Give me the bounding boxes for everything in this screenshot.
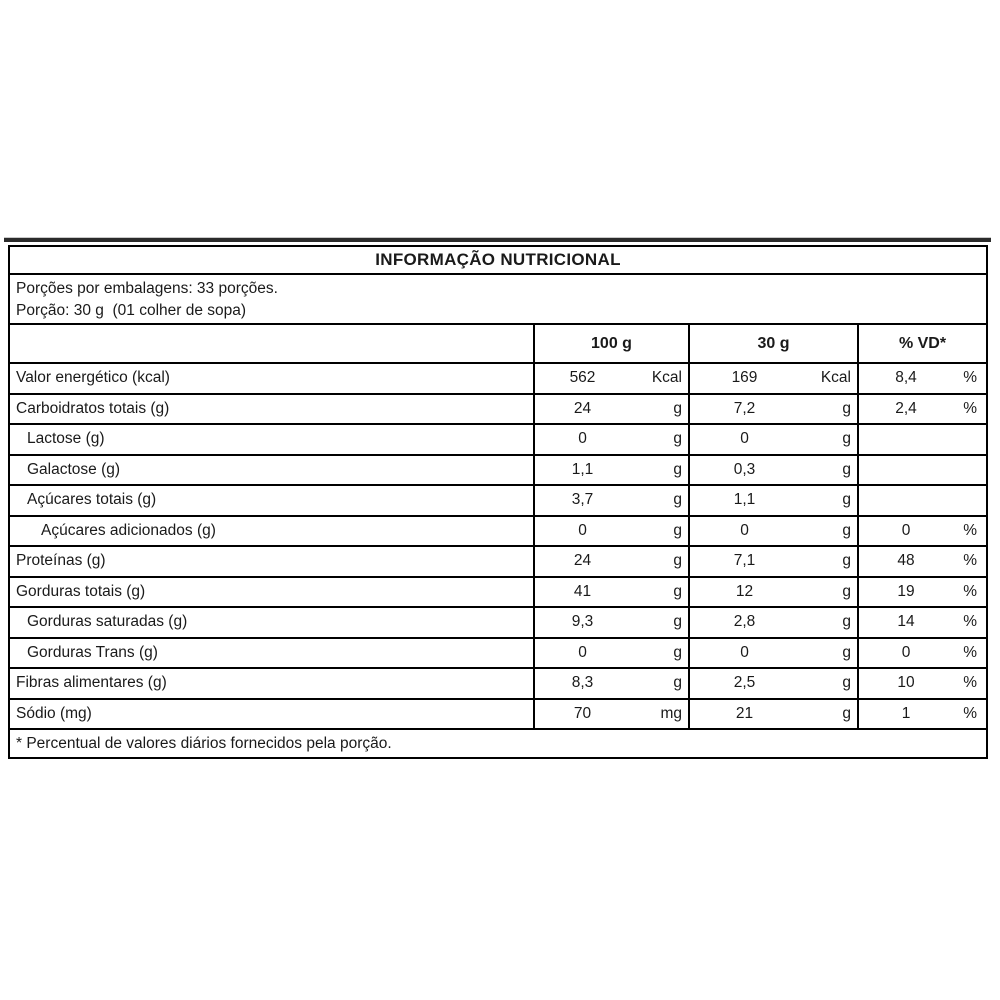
- table-row: [10, 517, 986, 548]
- table-body: [10, 364, 986, 730]
- value-100g: 1,1: [571, 460, 594, 478]
- serving-size: Porção: 30 g (01 colher de sopa): [16, 301, 247, 319]
- value-vd: 10: [897, 674, 915, 692]
- value-30g: 2,5: [733, 674, 756, 692]
- unit-100g: g: [673, 491, 682, 509]
- value-vd: 1: [901, 704, 911, 722]
- cell-100g: [533, 608, 688, 637]
- nutrient-label: Fibras alimentares (g): [16, 674, 167, 692]
- value-100g: 9,3: [571, 613, 594, 631]
- unit-vd: %: [963, 399, 977, 417]
- unit-100g: g: [673, 643, 682, 661]
- unit-vd: %: [963, 643, 977, 661]
- value-30g: 1,1: [733, 491, 756, 509]
- cell-100g: [533, 425, 688, 454]
- value-vd: 0: [901, 521, 911, 539]
- unit-100g: g: [673, 582, 682, 600]
- nutrient-label: Gorduras saturadas (g): [27, 613, 188, 631]
- cell-vd: [857, 578, 986, 607]
- nutrient-label: Valor energético (kcal): [16, 369, 170, 387]
- unit-30g: g: [842, 399, 851, 417]
- cell-100g: [533, 578, 688, 607]
- value-30g: 2,8: [733, 613, 756, 631]
- cell-100g: [533, 486, 688, 515]
- unit-vd: %: [963, 369, 977, 387]
- unit-100g: g: [673, 674, 682, 692]
- table-row: [10, 547, 986, 578]
- footnote: * Percentual de valores diários fornecidos pela porção.: [16, 734, 392, 752]
- servings-per-package: Porções por embalagens: 33 porções.: [16, 280, 278, 298]
- cell-30g: [688, 700, 857, 729]
- unit-30g: g: [842, 521, 851, 539]
- cell-vd: [857, 364, 986, 393]
- table-row: [10, 639, 986, 670]
- table-row: [10, 456, 986, 487]
- unit-vd: %: [963, 613, 977, 631]
- cell-30g: [688, 578, 857, 607]
- value-100g: 0: [578, 430, 587, 448]
- cell-vd: [857, 395, 986, 424]
- unit-30g: g: [842, 552, 851, 570]
- cell-30g: [688, 456, 857, 485]
- value-100g: 24: [573, 399, 592, 417]
- cell-30g: [688, 547, 857, 576]
- cell-vd: [857, 669, 986, 698]
- value-100g: 0: [578, 521, 587, 539]
- cell-vd: [857, 486, 986, 515]
- value-30g: 0: [740, 430, 749, 448]
- unit-100g: g: [673, 399, 682, 417]
- unit-30g: g: [842, 430, 851, 448]
- unit-100g: g: [673, 613, 682, 631]
- value-vd: 19: [897, 582, 915, 600]
- nutrient-label: Açúcares adicionados (g): [41, 521, 216, 539]
- unit-30g: g: [842, 704, 851, 722]
- cell-100g: [533, 700, 688, 729]
- nutrient-label: Gorduras Trans (g): [27, 643, 158, 661]
- column-header-vd: % VD*: [857, 325, 986, 362]
- value-30g: 7,2: [733, 399, 756, 417]
- value-30g: 169: [731, 369, 758, 387]
- table-row: [10, 608, 986, 639]
- value-vd: 14: [897, 613, 915, 631]
- unit-100g: mg: [660, 704, 682, 722]
- cell-30g: [688, 425, 857, 454]
- horizontal-rule: [4, 237, 991, 242]
- cell-100g: [533, 395, 688, 424]
- unit-vd: %: [963, 674, 977, 692]
- nutrient-label: Lactose (g): [27, 430, 105, 448]
- nutrient-label: Carboidratos totais (g): [16, 399, 170, 417]
- cell-30g: [688, 486, 857, 515]
- value-30g: 7,1: [733, 552, 756, 570]
- nutrient-label: Galactose (g): [27, 460, 121, 478]
- unit-100g: g: [673, 521, 682, 539]
- column-header-row: [10, 325, 986, 364]
- table-title: INFORMAÇÃO NUTRICIONAL: [10, 247, 986, 275]
- unit-100g: g: [673, 460, 682, 478]
- cell-vd: [857, 517, 986, 546]
- cell-vd: [857, 608, 986, 637]
- value-30g: 0,3: [733, 460, 756, 478]
- value-100g: 8,3: [571, 674, 594, 692]
- cell-vd: [857, 547, 986, 576]
- cell-30g: [688, 639, 857, 668]
- cell-30g: [688, 395, 857, 424]
- table-row: [10, 700, 986, 731]
- unit-vd: %: [963, 552, 977, 570]
- value-vd: 2,4: [895, 399, 917, 417]
- serving-info: [10, 275, 986, 325]
- column-header-30g: 30 g: [688, 325, 857, 362]
- value-100g: 24: [573, 552, 592, 570]
- unit-30g: g: [842, 460, 851, 478]
- value-vd: 8,4: [895, 369, 917, 387]
- nutrition-facts-table: [8, 245, 988, 759]
- unit-100g: g: [673, 552, 682, 570]
- cell-100g: [533, 639, 688, 668]
- cell-100g: [533, 364, 688, 393]
- cell-30g: [688, 669, 857, 698]
- unit-30g: g: [842, 613, 851, 631]
- table-row: [10, 486, 986, 517]
- value-100g: 0: [578, 643, 587, 661]
- unit-30g: g: [842, 491, 851, 509]
- cell-100g: [533, 517, 688, 546]
- unit-100g: Kcal: [651, 369, 682, 387]
- unit-vd: %: [963, 521, 977, 539]
- table-row: [10, 395, 986, 426]
- value-30g: 21: [735, 704, 754, 722]
- column-header-100g: 100 g: [533, 325, 688, 362]
- unit-30g: Kcal: [820, 369, 851, 387]
- cell-100g: [533, 547, 688, 576]
- unit-vd: %: [963, 704, 977, 722]
- nutrient-label: Sódio (mg): [16, 704, 92, 722]
- value-30g: 0: [740, 643, 749, 661]
- cell-100g: [533, 456, 688, 485]
- value-100g: 70: [573, 704, 592, 722]
- cell-30g: [688, 517, 857, 546]
- cell-30g: [688, 608, 857, 637]
- table-row: [10, 425, 986, 456]
- cell-100g: [533, 669, 688, 698]
- cell-vd: [857, 456, 986, 485]
- nutrient-label: Proteínas (g): [16, 552, 106, 570]
- unit-vd: %: [963, 582, 977, 600]
- value-vd: 48: [897, 552, 915, 570]
- value-vd: 0: [901, 643, 911, 661]
- table-row: [10, 364, 986, 395]
- unit-30g: g: [842, 674, 851, 692]
- table-row: [10, 669, 986, 700]
- cell-vd: [857, 700, 986, 729]
- value-100g: 41: [573, 582, 592, 600]
- value-100g: 3,7: [571, 491, 594, 509]
- unit-30g: g: [842, 582, 851, 600]
- nutrient-label: Gorduras totais (g): [16, 582, 146, 600]
- nutrient-label: Açúcares totais (g): [27, 491, 157, 509]
- unit-100g: g: [673, 430, 682, 448]
- value-30g: 12: [735, 582, 754, 600]
- value-30g: 0: [740, 521, 749, 539]
- cell-vd: [857, 425, 986, 454]
- column-header-nutrient: [10, 325, 533, 362]
- cell-30g: [688, 364, 857, 393]
- table-row: [10, 578, 986, 609]
- value-100g: 562: [569, 369, 596, 387]
- cell-vd: [857, 639, 986, 668]
- unit-30g: g: [842, 643, 851, 661]
